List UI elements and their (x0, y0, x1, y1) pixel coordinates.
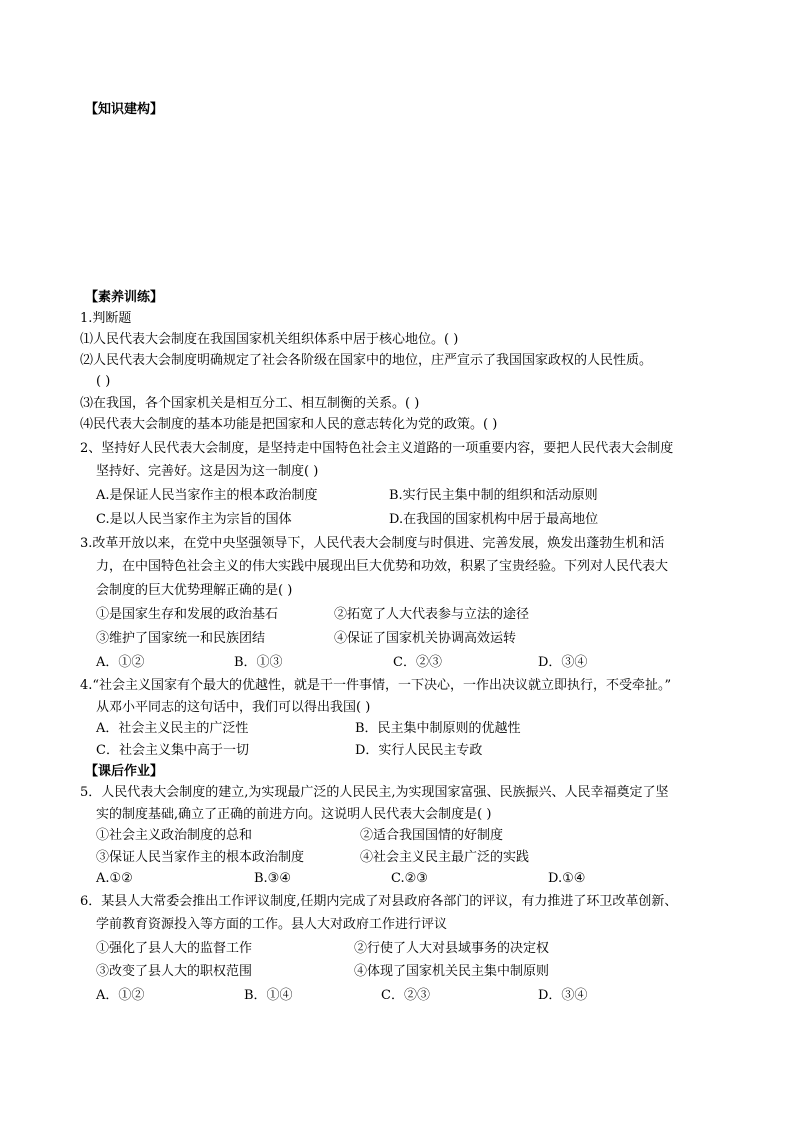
q2-stem-line-1: 2、坚持好人民代表大会制度，是坚持走中国特色社会主义道路的一项重要内容，要把人民代表大会制度 (80, 441, 674, 456)
q3-item-1: ①是国家生存和发展的政治基石 (96, 607, 279, 622)
q6-item-4: ④体现了国家机关民主集中制原则 (354, 964, 550, 979)
q4-stem-line-1: 4.“社会主义国家有个最大的优越性，就是干一件事情，一下决心，一作出决议就立即执行，不受牵扯。” (80, 678, 672, 693)
q6-option-a: A．①② (96, 988, 145, 1003)
q2-option-c: C.是以人民当家作主为宗旨的国体 (96, 512, 292, 527)
q3-item-4: ④保证了国家机关协调高效运转 (334, 631, 517, 646)
q6-option-c: C．②③ (381, 988, 430, 1003)
q4-option-b: B．民主集中制原则的优越性 (355, 721, 521, 736)
q3-option-b: B．①③ (234, 655, 283, 670)
q1-statement-3: ⑶在我国，各个国家机关是相互分工、相互制衡的关系。( ) (80, 396, 420, 411)
q5-item-4: ④社会主义民主最广泛的实践 (360, 850, 530, 865)
q3-item-2: ②拓宽了人大代表参与立法的途径 (334, 607, 530, 622)
q1-statement-4: ⑷民代表大会制度的基本功能是把国家和人民的意志转化为党的政策。( ) (80, 417, 498, 432)
q2-option-b: B.实行民主集中制的组织和活动原则 (389, 488, 598, 503)
q3-option-a: A．①② (96, 655, 145, 670)
q4-stem-line-2: 从邓小平同志的这句话中，我们可以得出我国( ) (96, 700, 371, 715)
q2-stem-line-2: 坚持好、完善好。这是因为这一制度( ) (96, 464, 319, 479)
q5-option-a: A.①② (96, 871, 133, 886)
q2-option-a: A.是保证人民当家作主的根本政治制度 (96, 488, 318, 503)
q5-stem-line-2: 实的制度基础,确立了正确的前进方向。这说明人民代表大会制度是( ) (96, 807, 492, 822)
q3-stem-line-2: 力，在中国特色社会主义的伟大实践中展现出巨大优势和功效，积累了宝贵经验。下列对人民代表大 (96, 559, 669, 574)
q3-stem-line-1: 3.改革开放以来，在党中央坚强领导下，人民代表大会制度与时俱进、完善发展，焕发出蓬勃生机和活 (80, 536, 665, 551)
q6-stem-line-1: 6．某县人大常委会推出工作评议制度,任期内完成了对县政府各部门的评议，有力推进了环卫改革创新、 (80, 894, 678, 909)
q5-item-1: ①社会主义政治制度的总和 (96, 828, 253, 843)
q6-option-d: D．③④ (538, 988, 588, 1003)
q3-stem-line-3: 会制度的巨大优势理解正确的是( ) (96, 583, 293, 598)
q1-statement-2: ⑵人民代表大会制度明确规定了社会各阶级在国家中的地位，庄严宣示了我国国家政权的人民性质。 (80, 353, 653, 368)
section-homework-heading: 【课后作业】 (85, 764, 164, 779)
q5-option-b: B.③④ (254, 871, 291, 886)
q6-item-1: ①强化了县人大的监督工作 (96, 941, 253, 956)
q5-item-3: ③保证人民当家作主的根本政治制度 (96, 850, 305, 865)
q5-stem-line-1: 5．人民代表大会制度的建立,为实现最广泛的人民民主,为实现国家富强、民族振兴、人民幸福奠定了坚 (80, 785, 669, 800)
section-training-heading: 【素养训练】 (85, 290, 164, 305)
q4-option-c: C．社会主义集中高于一切 (96, 743, 249, 758)
q1-title: 1.判断题 (80, 311, 132, 326)
q1-statement-1: ⑴人民代表大会制度在我国国家机关组织体系中居于核心地位。( ) (80, 332, 459, 347)
q6-item-2: ②行使了人大对县域事务的决定权 (354, 941, 550, 956)
q5-item-2: ②适合我国国情的好制度 (360, 828, 504, 843)
q3-item-3: ③维护了国家统一和民族团结 (96, 631, 266, 646)
q4-option-d: D．实行人民民主专政 (355, 743, 483, 758)
section-knowledge-heading: 【知识建构】 (85, 102, 164, 117)
q5-option-c: C.②③ (391, 871, 428, 886)
q6-option-b: B．①④ (244, 988, 293, 1003)
q1-statement-2-blank: ( ) (96, 374, 111, 389)
q4-option-a: A．社会主义民主的广泛性 (96, 721, 249, 736)
q3-option-d: D．③④ (538, 655, 588, 670)
q6-stem-line-2: 学前教育资源投入等方面的工作。县人大对政府工作进行评议 (96, 917, 448, 932)
q3-option-c: C．②③ (393, 655, 442, 670)
q6-item-3: ③改变了县人大的职权范围 (96, 964, 253, 979)
q5-option-d: D.①④ (548, 871, 586, 886)
q2-option-d: D.在我国的国家机构中居于最高地位 (389, 512, 599, 527)
